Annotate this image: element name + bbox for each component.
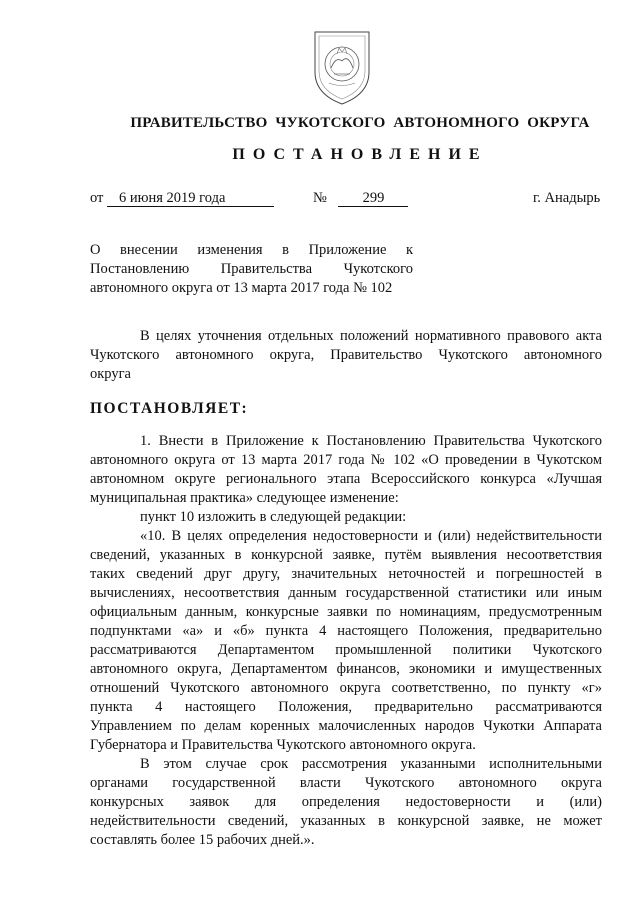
point-10-line: отношений Чукотского автономного округа соответственно, по пункту «г» (90, 680, 602, 696)
point-10-line: рассматриваются Департаментом промышленной политики Чукотского (90, 642, 602, 658)
point-10-line: Губернатора и Правительства Чукотского автономного округа. (90, 737, 476, 753)
preamble-line: Чукотского автономного округа, Правительство Чукотского автономного (90, 347, 602, 363)
preamble (90, 327, 602, 384)
term-line: конкурсных заявок для определения недостоверности и (или) (90, 794, 602, 810)
date-prefix: от (90, 190, 104, 206)
term-line: составлять более 15 рабочих дней.». (90, 832, 315, 848)
preamble-line: округа (90, 366, 131, 382)
point-10-line: «10. В целях определения недостоверности и (или) недействительности (140, 528, 602, 544)
government-title: ПРАВИТЕЛЬСТВО ЧУКОТСКОГО АВТОНОМНОГО ОКРУГА (130, 115, 590, 131)
point-10 (90, 527, 602, 755)
item-1-line: автономном округе регионального этапа Всероссийского конкурса «Лучшая (90, 471, 602, 487)
item-1-subline: пункт 10 изложить в следующей редакции: (140, 509, 407, 525)
subject-line: Постановлению Правительства Чукотского (90, 261, 413, 277)
term-line: В этом случае срок рассмотрения указанными исполнительными (140, 756, 602, 772)
point-10-line: вычислениях, несоответствия данным государственной статистики или иным (90, 585, 602, 601)
decree-word: ПОСТАНОВЛЯЕТ: (90, 400, 249, 417)
document-subject (90, 241, 413, 298)
document-date: 6 июня 2019 года (107, 190, 274, 207)
point-10-line: пункта 4 настоящего Положения, предварительно рассматриваются (90, 699, 602, 715)
number-sign: № (313, 190, 327, 206)
number-line (313, 190, 408, 207)
item-1-line: муниципальная практика» следующее изменение: (90, 490, 399, 506)
date-line (90, 190, 274, 207)
coat-of-arms-icon (309, 28, 375, 108)
point-10-line: автономного округа, Департаментом финансов, экономики и имущественных (90, 661, 602, 677)
term-line: органами государственной власти Чукотского автономного округа (90, 775, 602, 791)
subject-line: О внесении изменения в Приложение к (90, 242, 413, 258)
city: г. Анадырь (533, 190, 601, 206)
point-10-line: таких сведений друг другу, значительных неточностей и погрешностей в (90, 566, 602, 582)
term-line: недействительности сведений, указанных в конкурсной заявке, не может (90, 813, 602, 829)
item-1 (90, 432, 602, 527)
point-10-line: Управлением по делам коренных малочисленных народов Чукотки Аппарата (90, 718, 602, 734)
term-paragraph (90, 755, 602, 850)
preamble-line: В целях уточнения отдельных положений нормативного правового акта (140, 328, 602, 344)
document-type: ПОСТАНОВЛЕНИЕ (232, 146, 488, 163)
point-10-line: сведений, указанных в конкурсной заявке, путём выявления несоответствия (90, 547, 602, 563)
point-10-line: официальным данным, конкурсные заявки по номинациям, предусмотренным (90, 604, 602, 620)
point-10-line: подпунктами «а» и «б» пункта 4 настоящего Положения, предварительно (90, 623, 602, 639)
item-1-line: автономного округа от 13 марта 2017 года № 102 «О проведении в Чукотском (90, 452, 602, 468)
subject-line: автономного округа от 13 марта 2017 года № 102 (90, 280, 393, 296)
document-number: 299 (338, 190, 408, 207)
item-1-line: 1. Внести в Приложение к Постановлению Правительства Чукотского (140, 433, 602, 449)
